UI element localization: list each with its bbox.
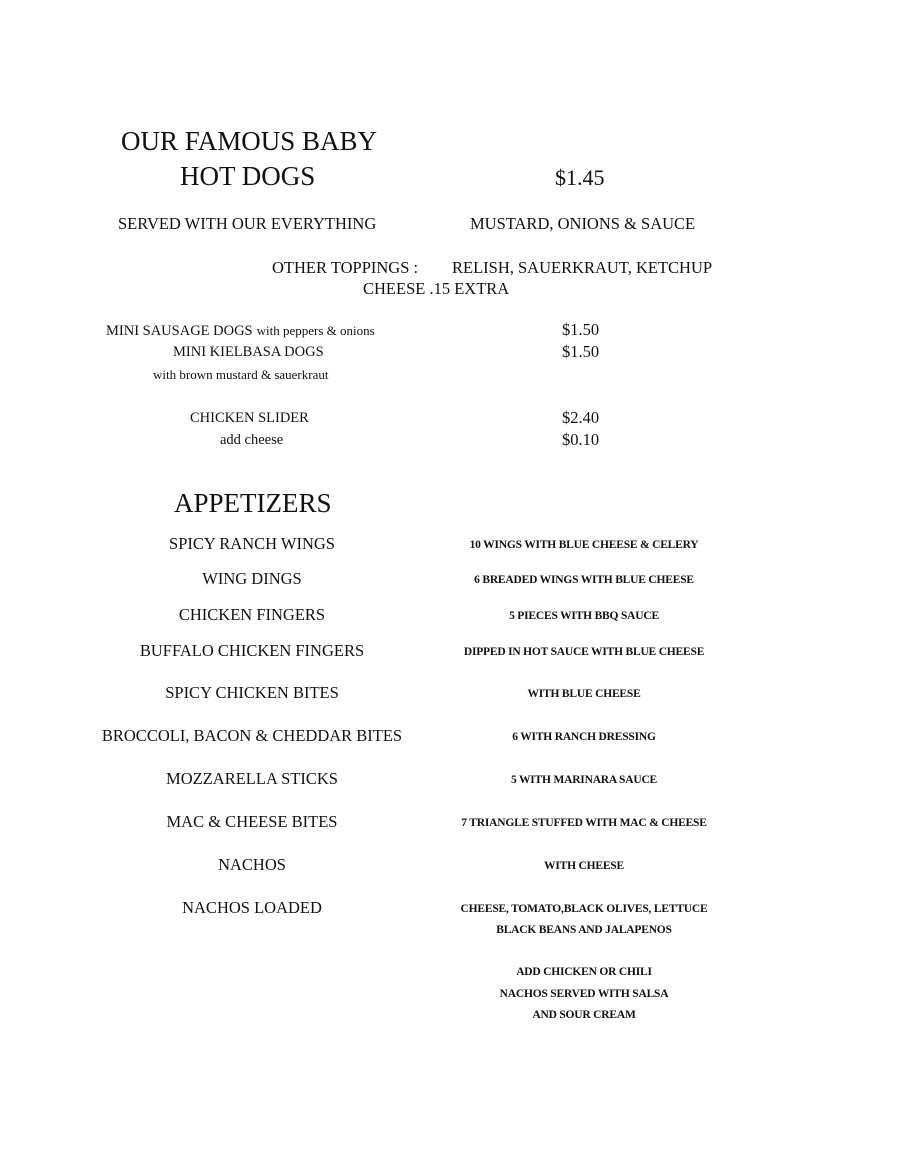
sausage-dogs-detail: with peppers & onions (256, 323, 375, 338)
appetizer-name: MOZZARELLA STICKS (166, 769, 338, 788)
appetizer-name: MAC & CHEESE BITES (166, 812, 338, 831)
sausage-dogs-line (106, 323, 375, 339)
appetizer-name: WING DINGS (202, 569, 302, 588)
appetizer-desc: CHEESE, TOMATO,BLACK OLIVES, LETTUCE (460, 903, 708, 915)
appetizer-desc: 7 TRIANGLE STUFFED WITH MAC & CHEESE (461, 817, 707, 829)
other-toppings-label: OTHER TOPPINGS : (272, 258, 419, 277)
add-cheese-price: $0.10 (562, 430, 600, 449)
hotdogs-title-line1: OUR FAMOUS BABY (121, 126, 378, 156)
kielbasa-dogs-name: MINI KIELBASA DOGS (173, 344, 324, 360)
other-toppings-items: RELISH, SAUERKRAUT, KETCHUP (452, 258, 713, 277)
appetizer-desc: WITH CHEESE (544, 860, 624, 872)
appetizer-desc: 5 WITH MARINARA SAUCE (510, 774, 658, 786)
appetizer-desc: 6 WITH RANCH DRESSING (512, 731, 656, 743)
appetizer-name: SPICY CHICKEN BITES (165, 683, 339, 702)
nachos-note: AND SOUR CREAM (532, 1009, 636, 1021)
hotdogs-title-line2: HOT DOGS (180, 161, 316, 191)
appetizer-desc: WITH BLUE CHEESE (527, 688, 641, 700)
nachos-note: ADD CHICKEN OR CHILI (516, 966, 652, 978)
appetizer-desc: DIPPED IN HOT SAUCE WITH BLUE CHEESE (463, 646, 705, 658)
served-with-items: MUSTARD, ONIONS & SAUCE (470, 214, 696, 233)
appetizer-name: SPICY RANCH WINGS (169, 534, 335, 553)
appetizers-title: APPETIZERS (174, 488, 332, 518)
sausage-dogs-price: $1.50 (562, 320, 600, 339)
cheese-extra: CHEESE .15 EXTRA (363, 279, 510, 298)
kielbasa-dogs-price: $1.50 (562, 342, 600, 361)
appetizer-desc: 10 WINGS WITH BLUE CHEESE & CELERY (469, 539, 699, 551)
add-cheese-name: add cheese (220, 432, 284, 448)
chicken-slider-price: $2.40 (562, 408, 600, 427)
appetizer-desc: 6 BREADED WINGS WITH BLUE CHEESE (474, 574, 694, 586)
chicken-slider-name: CHICKEN SLIDER (190, 410, 309, 426)
appetizer-name: NACHOS (218, 855, 286, 874)
appetizer-desc: 5 PIECES WITH BBQ SAUCE (509, 610, 659, 622)
appetizer-name: NACHOS LOADED (182, 898, 322, 917)
hotdogs-price: $1.45 (555, 165, 605, 190)
appetizer-desc-line2: BLACK BEANS AND JALAPENOS (496, 924, 672, 936)
nachos-note: NACHOS SERVED WITH SALSA (499, 988, 669, 1000)
sausage-dogs-name: MINI SAUSAGE DOGS (106, 323, 253, 339)
appetizer-name: BUFFALO CHICKEN FINGERS (139, 641, 365, 660)
served-with-label: SERVED WITH OUR EVERYTHING (118, 214, 377, 233)
kielbasa-dogs-detail: with brown mustard & sauerkraut (153, 367, 329, 382)
appetizer-name: BROCCOLI, BACON & CHEDDAR BITES (101, 726, 403, 745)
appetizer-name: CHICKEN FINGERS (178, 605, 326, 624)
